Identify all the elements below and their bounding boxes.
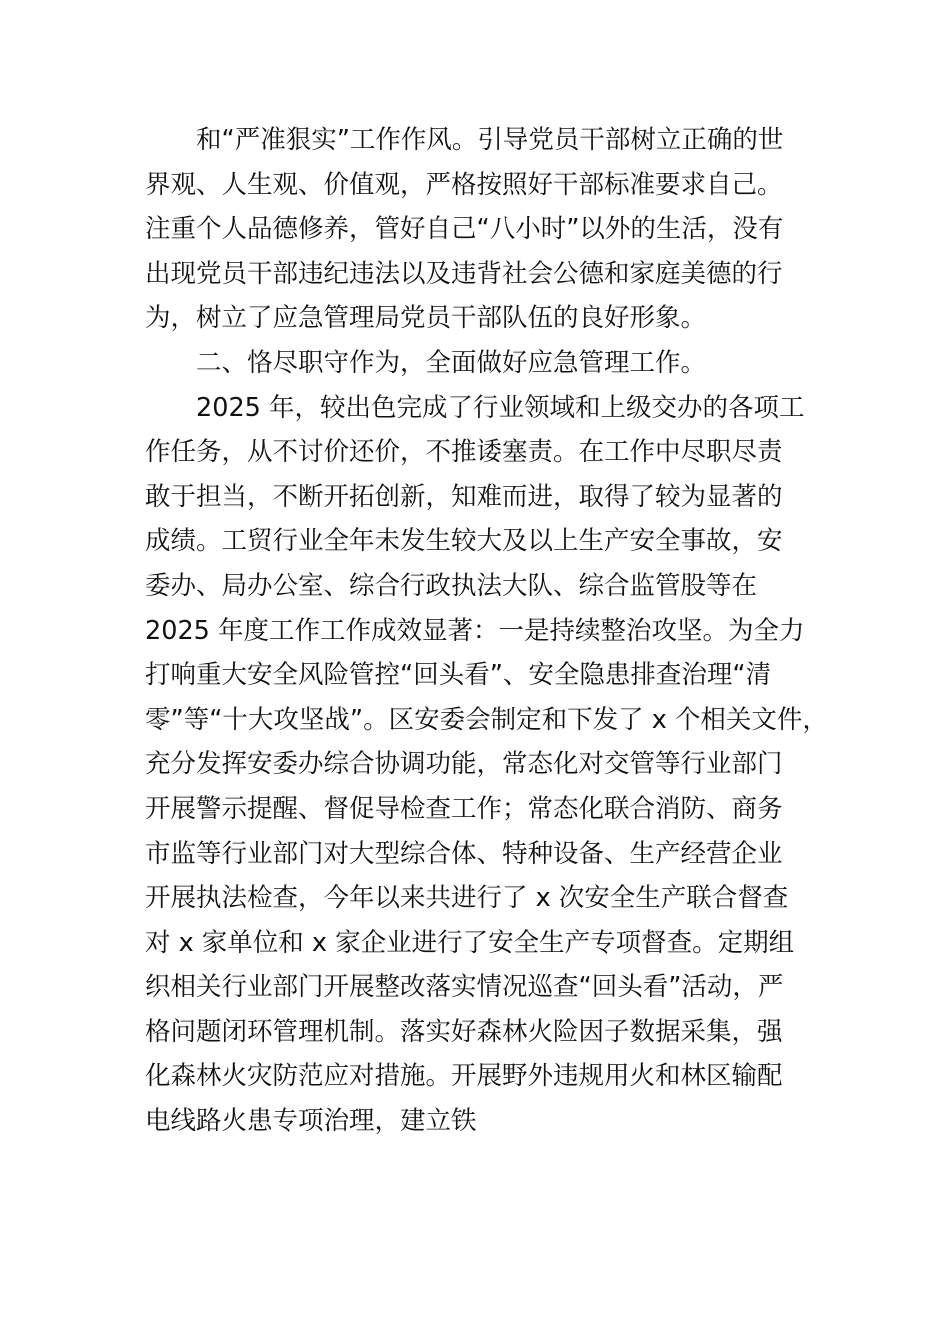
- text-line: 敢于担当，不断开拓创新，知难而进，取得了较为显著的: [145, 481, 783, 512]
- text-line: 出现党员干部违纪违法以及违背社会公德和家庭美德的行: [145, 258, 783, 289]
- text-line: 成绩。工贸行业全年未发生较大及以上生产安全事故，安: [145, 526, 783, 557]
- text-line: 作任务，从不讨价还价，不推诿塞责。在工作中尽职尽责: [145, 437, 783, 468]
- text-line: 充分发挥安委办综合协调功能，常态化对交管等行业部门: [145, 749, 783, 780]
- text-line: 电线路火患专项治理，建立铁: [145, 1106, 477, 1137]
- text-line: 织相关行业部门开展整改落实情况巡查“回头看”活动，严: [145, 972, 784, 1003]
- document-body: [145, 118, 828, 1144]
- text-line: 对 x 家单位和 x 家企业进行了安全生产专项督查。定期组: [145, 927, 795, 958]
- text-line: 开展警示提醒、督促导检查工作；常态化联合消防、商务: [145, 793, 783, 824]
- text-line: 注重个人品德修养，管好自己“八小时”以外的生活，没有: [145, 214, 784, 245]
- text-line: 开展执法检查，今年以来共进行了 x 次安全生产联合督查: [145, 883, 789, 914]
- section-heading: 二、恪尽职守作为，全面做好应急管理工作。: [196, 347, 707, 378]
- text-line: 为，树立了应急管理局党员干部队伍的良好形象。: [145, 303, 707, 334]
- text-line: 打响重大安全风险管控“回头看”、安全隐患排查治理“清: [145, 660, 772, 691]
- text-line: 零”等“十大攻坚战”。区安委会制定和下发了 x 个相关文件，: [145, 704, 828, 735]
- text-line: 委办、局办公室、综合行政执法大队、综合监管股等在: [145, 570, 758, 601]
- text-line: 化森林火灾防范应对措施。开展野外违规用火和林区输配: [145, 1061, 783, 1092]
- text-line: 市监等行业部门对大型综合体、特种设备、生产经营企业: [145, 838, 783, 869]
- text-line: 格问题闭环管理机制。落实好森林火险因子数据采集，强: [145, 1016, 783, 1047]
- text-line: 界观、人生观、价值观，严格按照好干部标准要求自己。: [145, 169, 783, 200]
- text-line: 和“严准狠实”工作作风。引导党员干部树立正确的世: [196, 125, 784, 155]
- text-line: 2025 年，较出色完成了行业领域和上级交办的各项工: [196, 392, 805, 423]
- text-line: 2025 年度工作工作成效显著：一是持续整治攻坚。为全力: [145, 615, 805, 646]
